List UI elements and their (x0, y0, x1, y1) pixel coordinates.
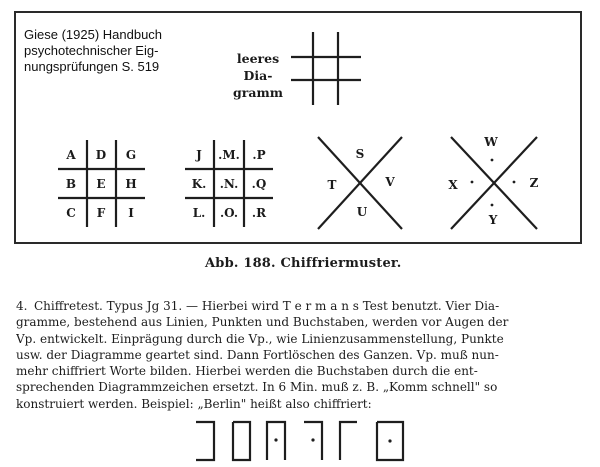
cipher-example-berlin (196, 422, 403, 460)
grid1-cell-e: E (96, 177, 106, 191)
grid1-cell-h: H (125, 177, 137, 191)
grid1-cell-i: I (128, 206, 134, 220)
paragraph-line-4: usw. der Diagramme geartet sind. Dann Fortlöschen des Ganzen. Vp. muß nun- (16, 347, 499, 362)
x-diagram-1 (318, 137, 402, 229)
figure-caption: Abb. 188. Chiffriermuster. (205, 256, 402, 271)
paragraph-line-1: Chiffretest. Typus Jg 31. — Hierbei wird T e r m a n s Test benutzt. Vier Dia- (34, 299, 500, 313)
cipher-glyph-e (233, 422, 250, 460)
paragraph-line-5: mehr chiffriert Worte bilden. Hierbei werden die Buchstaben durch die ent- (16, 364, 478, 379)
x2-letter-z: Z (529, 176, 539, 190)
x1-letter-s: S (355, 147, 365, 161)
empty-grid-diagram (291, 32, 361, 105)
grid1-cell-c: C (66, 206, 76, 220)
empty-diagram-label-line-2: Dia- (243, 68, 273, 83)
x2-letter-w: W (484, 135, 498, 149)
grid1-cell-g: G (125, 148, 137, 162)
grid2-cell-l: L. (192, 206, 206, 220)
grid2-cell-n: .N. (219, 177, 239, 191)
grid2-cell-o: .O. (219, 206, 239, 220)
grid2-cell-p: .P (252, 148, 266, 162)
grid1-cell-b: B (65, 177, 77, 191)
grid2-cell-q: .Q (251, 177, 267, 191)
empty-diagram-label-line-1: leeres (236, 51, 280, 66)
x1-letter-u: U (356, 205, 368, 219)
grid1-cell-a: A (66, 148, 76, 162)
grid1-cell-f: F (96, 206, 106, 220)
grid-diagram-2 (185, 140, 273, 227)
paragraph-chiffretest (16, 298, 586, 412)
empty-diagram-label-line-3: gramm (233, 85, 283, 100)
paragraph-number: 4. (16, 299, 28, 313)
cipher-glyph-b (196, 422, 214, 460)
x-diagram-2 (448, 135, 538, 229)
paragraph-line-3: Vp. entwickelt. Einprägung durch die Vp., wie Linienzusammenstellung, Punkte (16, 331, 504, 346)
paragraph-line-6: sprechenden Diagrammzeichen ersetzt. In 6 Min. muß z. B. „Komm schnell" so (16, 380, 498, 395)
cipher-glyph-i (340, 422, 357, 460)
x2-letter-x: X (448, 178, 458, 192)
x1-letter-v: V (385, 175, 395, 189)
x1-letter-t: T (327, 178, 337, 192)
x2-letter-y: Y (488, 213, 498, 227)
grid2-cell-j: J (196, 148, 202, 162)
grid2-cell-m: .M. (218, 148, 240, 162)
citation-note: Giese (1925) Handbuch psychotechnischer Eig- nungsprüfungen S. 519 (24, 27, 163, 74)
grid-diagram-1 (58, 140, 145, 227)
grid2-cell-r: .R (251, 206, 267, 220)
grid1-cell-d: D (95, 148, 107, 162)
paragraph-line-7: konstruiert werden. Beispiel: „Berlin" heißt also chiffriert: (16, 396, 372, 411)
paragraph-line-2: gramme, bestehend aus Linien, Punkten und Buchstaben, werden vor Augen der (16, 315, 509, 330)
grid2-cell-k: K. (191, 177, 207, 191)
